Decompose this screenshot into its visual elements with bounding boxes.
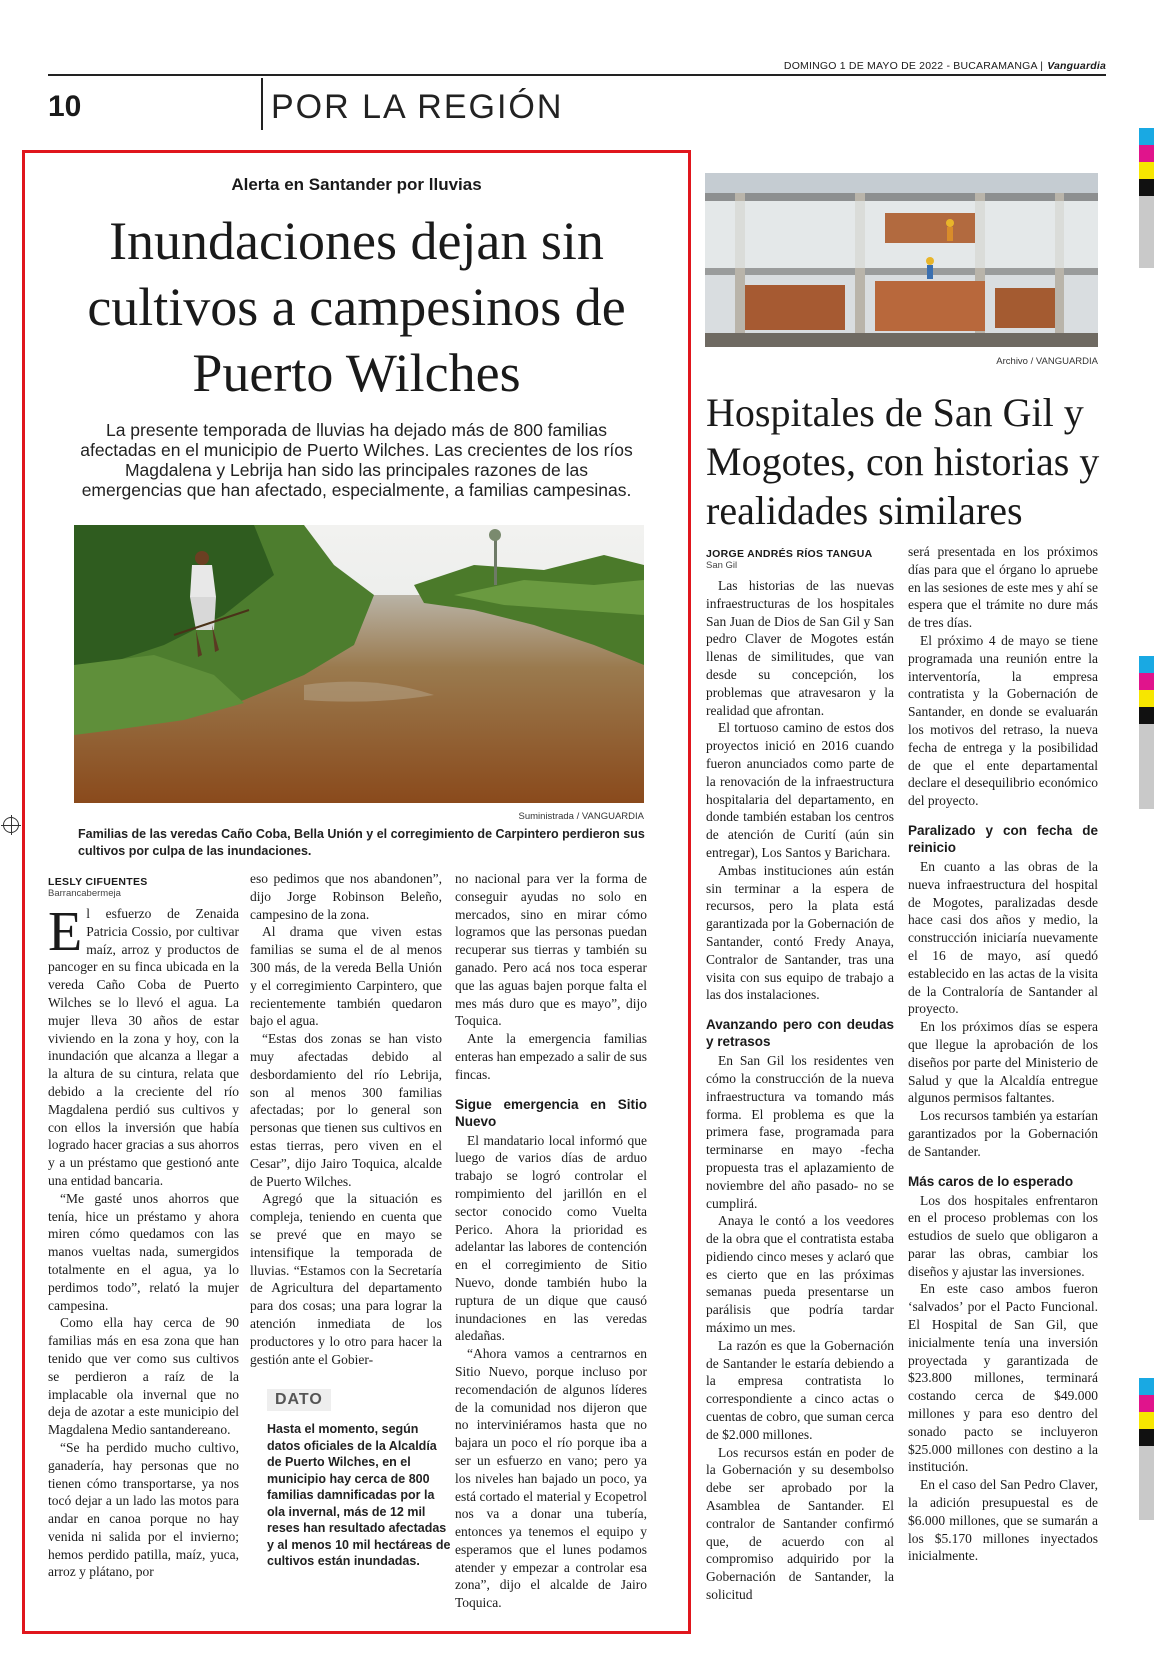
story2-byline-block xyxy=(706,548,896,571)
story1-col3-paragraph: “Ahora vamos a centrarnos en Sitio Nuevo, porque incluso por recomendación de algunos líderes de la comunidad nos dijeron que no interviniéramos hasta que no bajara un poco el río porque iba a ser un esfuerzo en vano; pero ya los niveles han bajado un poco, ya está cortado el material y Ecopetrol nos va a donar una tubería, entonces ya tenemos el equipo y esperamos que el lunes podamos atender y empezar a controlar esa zona”, dijo el alcalde de Jairo Toquica. xyxy=(455,1346,647,1611)
story2-subhead: Avanzando pero con deudas y retrasos xyxy=(706,1017,894,1050)
story2-col2-paragraph: El próximo 4 de mayo se tiene programada una reunión entre la interventoría, la empresa contratista y la Gobernación de Santander, en donde se evaluarán los motivos del retraso, la nueva fecha de entrega y la posibilidad de que el ente departamental declare el desequilibrio económico del proyecto. xyxy=(908,632,1098,809)
story2-col2-paragraph: En los próximos días se espera que llegue la aprobación de los diseños por parte del Ministerio de Salud y que la Alcaldía entregue algunos permisos faltantes. xyxy=(908,1019,1098,1106)
section-title: POR LA REGIÓN xyxy=(271,88,564,126)
story1-deck: La presente temporada de lluvias ha dejado más de 800 familias afectadas en el municipio de Puerto Wilches. Las crecientes de los ríos Magdalena y Lebrija han sido las principales razones de las emergencias que han afectado, especialmente, a familias campesinas. xyxy=(80,420,633,500)
story2-col1-paragraph: Ambas instituciones aún están sin terminar a la espera de recursos, pero la plata está garantizada por la Gobernación de Santander, contó Fredy Anaya, Contralor de Santander, tras una visita con sus equipo de trabajo a las dos instalaciones. xyxy=(706,862,894,1003)
story1-byline-location: Barrancabermeja xyxy=(48,888,121,899)
story1-headline: Inundaciones dejan sin cultivos a campesinos de Puerto Wilches xyxy=(87,211,626,403)
flood-photo xyxy=(74,525,644,803)
dato-box xyxy=(267,1389,452,1570)
registration-mark-icon xyxy=(3,817,19,833)
story2-byline-location: San Gil xyxy=(706,560,738,571)
story1-col2-paragraph: Al drama que viven estas familias se suma el de al menos 300 más, de la vereda Bella Unión y el corregimiento Carpintero, que recientemente también quedaron bajo el agua. xyxy=(250,924,442,1029)
story2-col1-paragraph: Anaya le contó a los veedores de la obra que el contratista estaba pidiendo cinco meses y aclaró que es cierto que en las próximas semanas pueda presentarse un parálisis que podría tardar máximo un mes. xyxy=(706,1213,894,1336)
dateline xyxy=(784,60,1106,72)
story1-column-2 xyxy=(250,870,442,1368)
brand-logo: Vanguardia xyxy=(1047,60,1106,72)
story2-subhead: Más caros de lo esperado xyxy=(908,1173,1074,1189)
story2-subhead: Paralizado y con fecha de reinicio xyxy=(908,822,1098,855)
story1-col2-paragraph: Agregó que la situación es compleja, teniendo en cuenta que se prevé que en mayo se intensifique la temporada de lluvias. “Estamos con la Secretaría de Agricultura del departamento para dos cosas; una para lograr la atención inmediata de los productores y lo otro para hacer la gestión ante el Gobier- xyxy=(250,1191,442,1367)
story1-col2-paragraph: “Estas dos zonas se han visto muy afectadas debido al desbordamiento del río Lebrija, son al menos 300 familias afectadas; por lo general son personas que tienen sus cultivos en estas tierras, pero viven en el Cesar”, dijo Jairo Toquica, alcalde de Puerto Wilches. xyxy=(250,1031,442,1189)
story1-column-1 xyxy=(48,901,239,1581)
story2-column-2 xyxy=(908,543,1098,1565)
story1-col1-paragraph: “Se ha perdido mucho cultivo, ganadería, hay personas que no tienen cómo transportarse, ya nos tocó dejar a un lado las motos para andar en canoa porque no hay venida ni salida por el invierno; hemos perdido patilla, maíz, yuca, arroz y plátano, por xyxy=(48,1439,239,1580)
story2-col2-paragraph: Los dos hospitales enfrentaron en el proceso problemas con los estudios de suelo que obligaron a parar las obras, cambiar los diseños y ajustar las inversiones. xyxy=(908,1192,1098,1279)
story2-col1-paragraph: Las historias de las nuevas infraestructuras de los hospitales San Juan de Dios de San Gil y San pedro Claver de Mogotes están llenas de similitudes, que van desde su concepción, los problemas que atravesaron y la realidad que afrontan. xyxy=(706,578,894,718)
story1-col3-paragraph: no nacional para ver la forma de conseguir ayudas no solo en mercados, sino en mirar cómo logramos que las personas puedan recuperar sus tierras y también su ganado. Pero acá nos toca esperar que las aguas bajen porque falta el mes más duro que es mayo”, dijo Toquica. xyxy=(455,871,647,1029)
story1-col3-paragraph: El mandatario local informó que luego de varios días de arduo trabajo se logró controlar el rompimiento del jarillón en el sector conocido como Vuelta Perico. Ahora la prioridad es adelantar las labores de contención en el corregimiento de Sitio Nuevo, donde también hubo la ruptura de un dique que causó inundaciones en las veredas aledañas. xyxy=(455,1132,647,1344)
hospital-construction-photo xyxy=(705,173,1098,347)
story1-col1-paragraph: “Me gasté unos ahorros que tenía, hice un préstamo y ahora miren cómo quedamos con las manos vueltas nada, sumergidos totalmente en el agua, ya lo perdimos todo”, relató la mujer campesina. xyxy=(48,1190,239,1313)
dato-text: Hasta el momento, según datos oficiales de la Alcaldía de Puerto Wilches, en el municipio hay cerca de 800 familias damnificadas por la ola invernal, más de 12 mil reses han resultado afectadas y al menos 10 mil hectáreas de cultivos están inundadas. xyxy=(267,1422,451,1568)
story2-col2-paragraph: En el caso del San Pedro Claver, la adición presupuestal es de $6.000 millones, que se sumarán a los $5.170 millones inyectados inicialmente. xyxy=(908,1477,1098,1564)
section-divider xyxy=(261,78,263,130)
story2-headline: Hospitales de San Gil y Mogotes, con historias y realidades similares xyxy=(706,390,1100,533)
story1-dropcap: E xyxy=(48,901,83,963)
story2-col2-paragraph: En este caso ambos fueron ‘salvados’ por el Pacto Funcional. El Hospital de San Gil, que inicialmente tenía una inversión proyectada y garantizada de $23.800 millones, terminará costando cerca de $49.000 millones y para eso dentro del sonado pacto se incluyeron $25.000 millones con destino a la institución. xyxy=(908,1281,1098,1475)
story2-col1-paragraph: En San Gil los residentes ven cómo la construcción de la nueva infraestructura va tomando más forma. El problema es que la primera fase, programada para terminarse en mayo -fecha propuesta tras el aplazamiento de noviembre del año pasado- no se cumplirá. xyxy=(706,1053,894,1211)
dateline-text: DOMINGO 1 DE MAYO DE 2022 - BUCARAMANGA | xyxy=(783,60,1044,72)
story2-byline: JORGE ANDRÉS RÍOS TANGUA xyxy=(706,548,873,560)
story2-column-1 xyxy=(706,577,894,1604)
story1-byline: LESLY CIFUENTES xyxy=(48,876,148,888)
story1-col1-paragraph: El esfuerzo de Zenaida Patricia Cossio, por cultivar maíz, arroz y productos de pancoger en su finca ubicada en la vereda Caño Coba de Puerto Wilches se lo llevó el agua. La mujer lleva 30 años de estar viviendo en la zona y hoy, con la inundación que alcanza a llegar a la altura de su cintura, relata que debido a la creciente del río Magdalena perdió sus cultivos y con ellos la inversión que había logrado hacer gracias a sus ahorros y a un préstamo que gestionó ante una entidad bancaria. xyxy=(48,901,239,1188)
story2-col2-paragraph: En cuanto a las obras de la nueva infraestructura del hospital de Mogotes, paralizadas desde hace casi dos años y medio, la construcción iniciaría nuevamente el 16 de mayo, así quedó establecido en las actas de la visita de la Contraloría de Santander al proyecto. xyxy=(908,858,1098,1017)
story1-subhead: Sigue emergencia en Sitio Nuevo xyxy=(455,1096,647,1129)
top-rule xyxy=(48,74,1106,76)
photo1-credit: Suministrada / VANGUARDIA xyxy=(518,811,644,822)
story2-col2-paragraph: Los recursos también ya estarían garantizados por la Gobernación de Santander. xyxy=(908,1108,1098,1159)
story1-col2-paragraph: eso pedimos que nos abandonen”, dijo Jorge Robinson Beleño, campesino de la zona. xyxy=(250,871,442,922)
page-number: 10 xyxy=(48,90,82,123)
story2-col1-paragraph: La razón es que la Gobernación de Santander le estaría debiendo a la empresa contratista lo correspondiente a cinco actas o cuentas de cobro, que suman cerca de $2.000 millones. xyxy=(706,1337,894,1442)
story2-col1-paragraph: Los recursos están en poder de la Gobernación y su desembolso debe ser aprobado por la Asamblea de Santander. El contralor de Santander confirmó que, de acuerdo con al compromiso adquirido por la Gobernación de Santander, la solicitud xyxy=(706,1444,894,1603)
story2-col1-paragraph: El tortuoso camino de estos dos proyectos inició en 2016 cuando fueron anunciados como parte de la renovación de la infraestructura hospitalaria del departamento, en donde también estaban los centros de atención de Curití (aún sin entregar), Los Santos y Barichara. xyxy=(706,720,894,860)
story1-kicker: Alerta en Santander por lluvias xyxy=(231,175,482,194)
dato-label: DATO xyxy=(267,1389,331,1411)
story1-col3-paragraph: Ante la emergencia familias enteras han empezado a salir de sus fincas. xyxy=(455,1031,647,1082)
photo1-caption: Familias de las veredas Caño Coba, Bella Unión y el corregimiento de Carpintero perdieron sus cultivos por culpa de las inundaciones. xyxy=(78,827,645,858)
story1-byline-block xyxy=(48,876,238,899)
photo2-credit: Archivo / VANGUARDIA xyxy=(996,356,1098,367)
story1-column-3 xyxy=(455,870,647,1612)
story2-col2-paragraph: será presentada en los próximos días para que el órgano lo apruebe en las sesiones de este mes y ahí se espera que el trámite no dure más de tres días. xyxy=(908,544,1098,631)
story1-col1-paragraph: Como ella hay cerca de 90 familias más en esa zona que han tenido que ver como sus cultivos se perdieron a raíz de la implacable ola invernal que no deja de azotar a este municipio del Magdalena Medio santandereano. xyxy=(48,1315,239,1438)
